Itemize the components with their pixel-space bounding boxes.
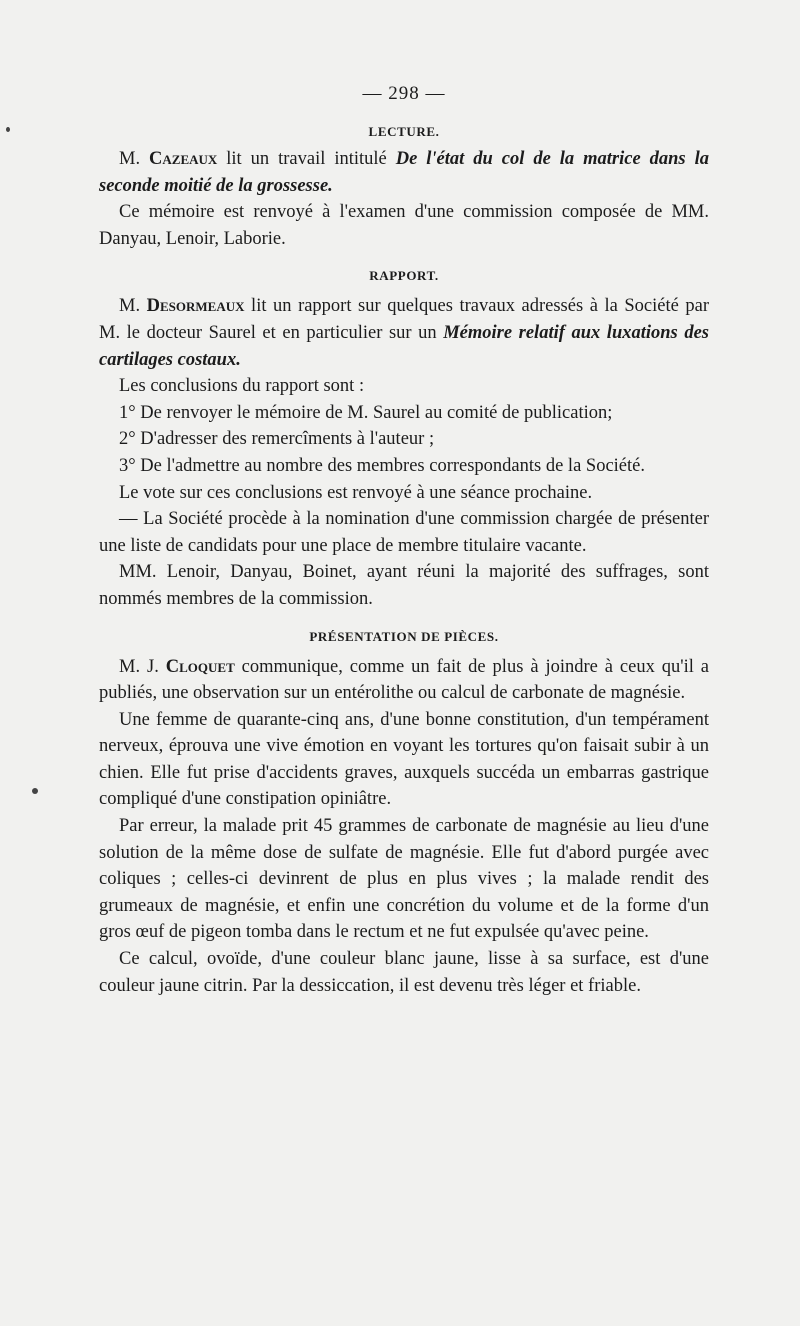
author-name: Desormeaux [146, 296, 245, 317]
paragraph-erreur: Par erreur, la malade prit 45 grammes de carbonate de magnésie au lieu d'une solution de la même dose de sulfate de magnésie. Elle fut d'abord purgée avec coliques ; celles-ci devinrent de plus en plus vives ; la malade rendit des grumeaux de magnésie, et enfin une concrétion du volume et de la forme d'un gros œuf de pigeon tomba dans le rectum et ne fut expulsée qu'avec peine. [99, 816, 709, 943]
paragraph-vote: Le vote sur ces conclusions est renvoyé à une séance prochaine. [119, 482, 593, 503]
work-title: De l'état du col de la matrice dans la seconde moitié de la grossesse. [99, 149, 709, 196]
conclusion-item-3: 3° De l'admettre au nombre des membres correspondants de la Société. [119, 455, 645, 476]
work-title: Mémoire relatif aux luxations des cartilages costaux. [99, 322, 709, 370]
margin-speck [6, 127, 10, 132]
conclusion-item-2: 2° D'adresser des remercîments à l'auteur ; [119, 429, 435, 450]
paragraph-rapport-desormeaux [99, 293, 709, 373]
author-name: Cloquet [165, 656, 235, 677]
paragraph-text: lit un rapport sur quelques travaux adressés à la Société par M. le docteur Saurel et en particulier sur un [99, 296, 709, 343]
document-page [99, 82, 709, 999]
paragraph-cloquet [99, 654, 709, 707]
heading-lecture: LECTURE. [368, 124, 440, 139]
author-name: Cazeaux [149, 149, 218, 169]
margin-speck [32, 788, 38, 794]
paragraph-commission-members: MM. Lenoir, Danyau, Boinet, ayant réuni la majorité des suffrages, sont nommés membres de la commission. [99, 562, 709, 609]
heading-presentation: PRÉSENTATION DE PIÈCES. [309, 628, 499, 644]
name-prefix: M. J. [119, 656, 166, 677]
paragraph-conclusions: Les conclusions du rapport sont : [119, 376, 365, 397]
conclusion-item-1: 1° De renvoyer le mémoire de M. Saurel au comité de publication; [119, 402, 613, 423]
name-prefix: M. [119, 296, 147, 317]
paragraph-patient: Une femme de quarante-cinq ans, d'une bonne constitution, d'un tempérament nerveux, éprouva une vive émotion en voyant les tortures qu'on faisait subir à un chien. Elle fut prise d'accidents graves, auxquels succéda un embarras gastrique compliqué d'une constipation opiniâtre. [99, 709, 709, 810]
paragraph-lecture-commission: Ce mémoire est renvoyé à l'examen d'une commission composée de MM. Danyau, Lenoir, Laborie. [99, 202, 709, 249]
heading-rapport: RAPPORT. [369, 268, 439, 284]
paragraph-text: lit un travail intitulé [217, 149, 396, 169]
paragraph-lecture-cazeaux [99, 146, 709, 199]
name-prefix: M. [119, 149, 150, 169]
paragraph-nomination: — La Société procède à la nomination d'une commission chargée de présenter une liste de candidats pour une place de membre titulaire vacante. [99, 509, 709, 556]
paragraph-text: communique, comme un fait de plus à joindre à ceux qu'il a publiés, une observation sur un entérolithe ou calcul de carbonate de magnésie. [99, 656, 709, 704]
page-number: — 298 — [362, 83, 446, 104]
paragraph-calcul: Ce calcul, ovoïde, d'une couleur blanc jaune, lisse à sa surface, est d'une couleur jaune citrin. Par la dessiccation, il est devenu très léger et friable. [99, 949, 709, 996]
